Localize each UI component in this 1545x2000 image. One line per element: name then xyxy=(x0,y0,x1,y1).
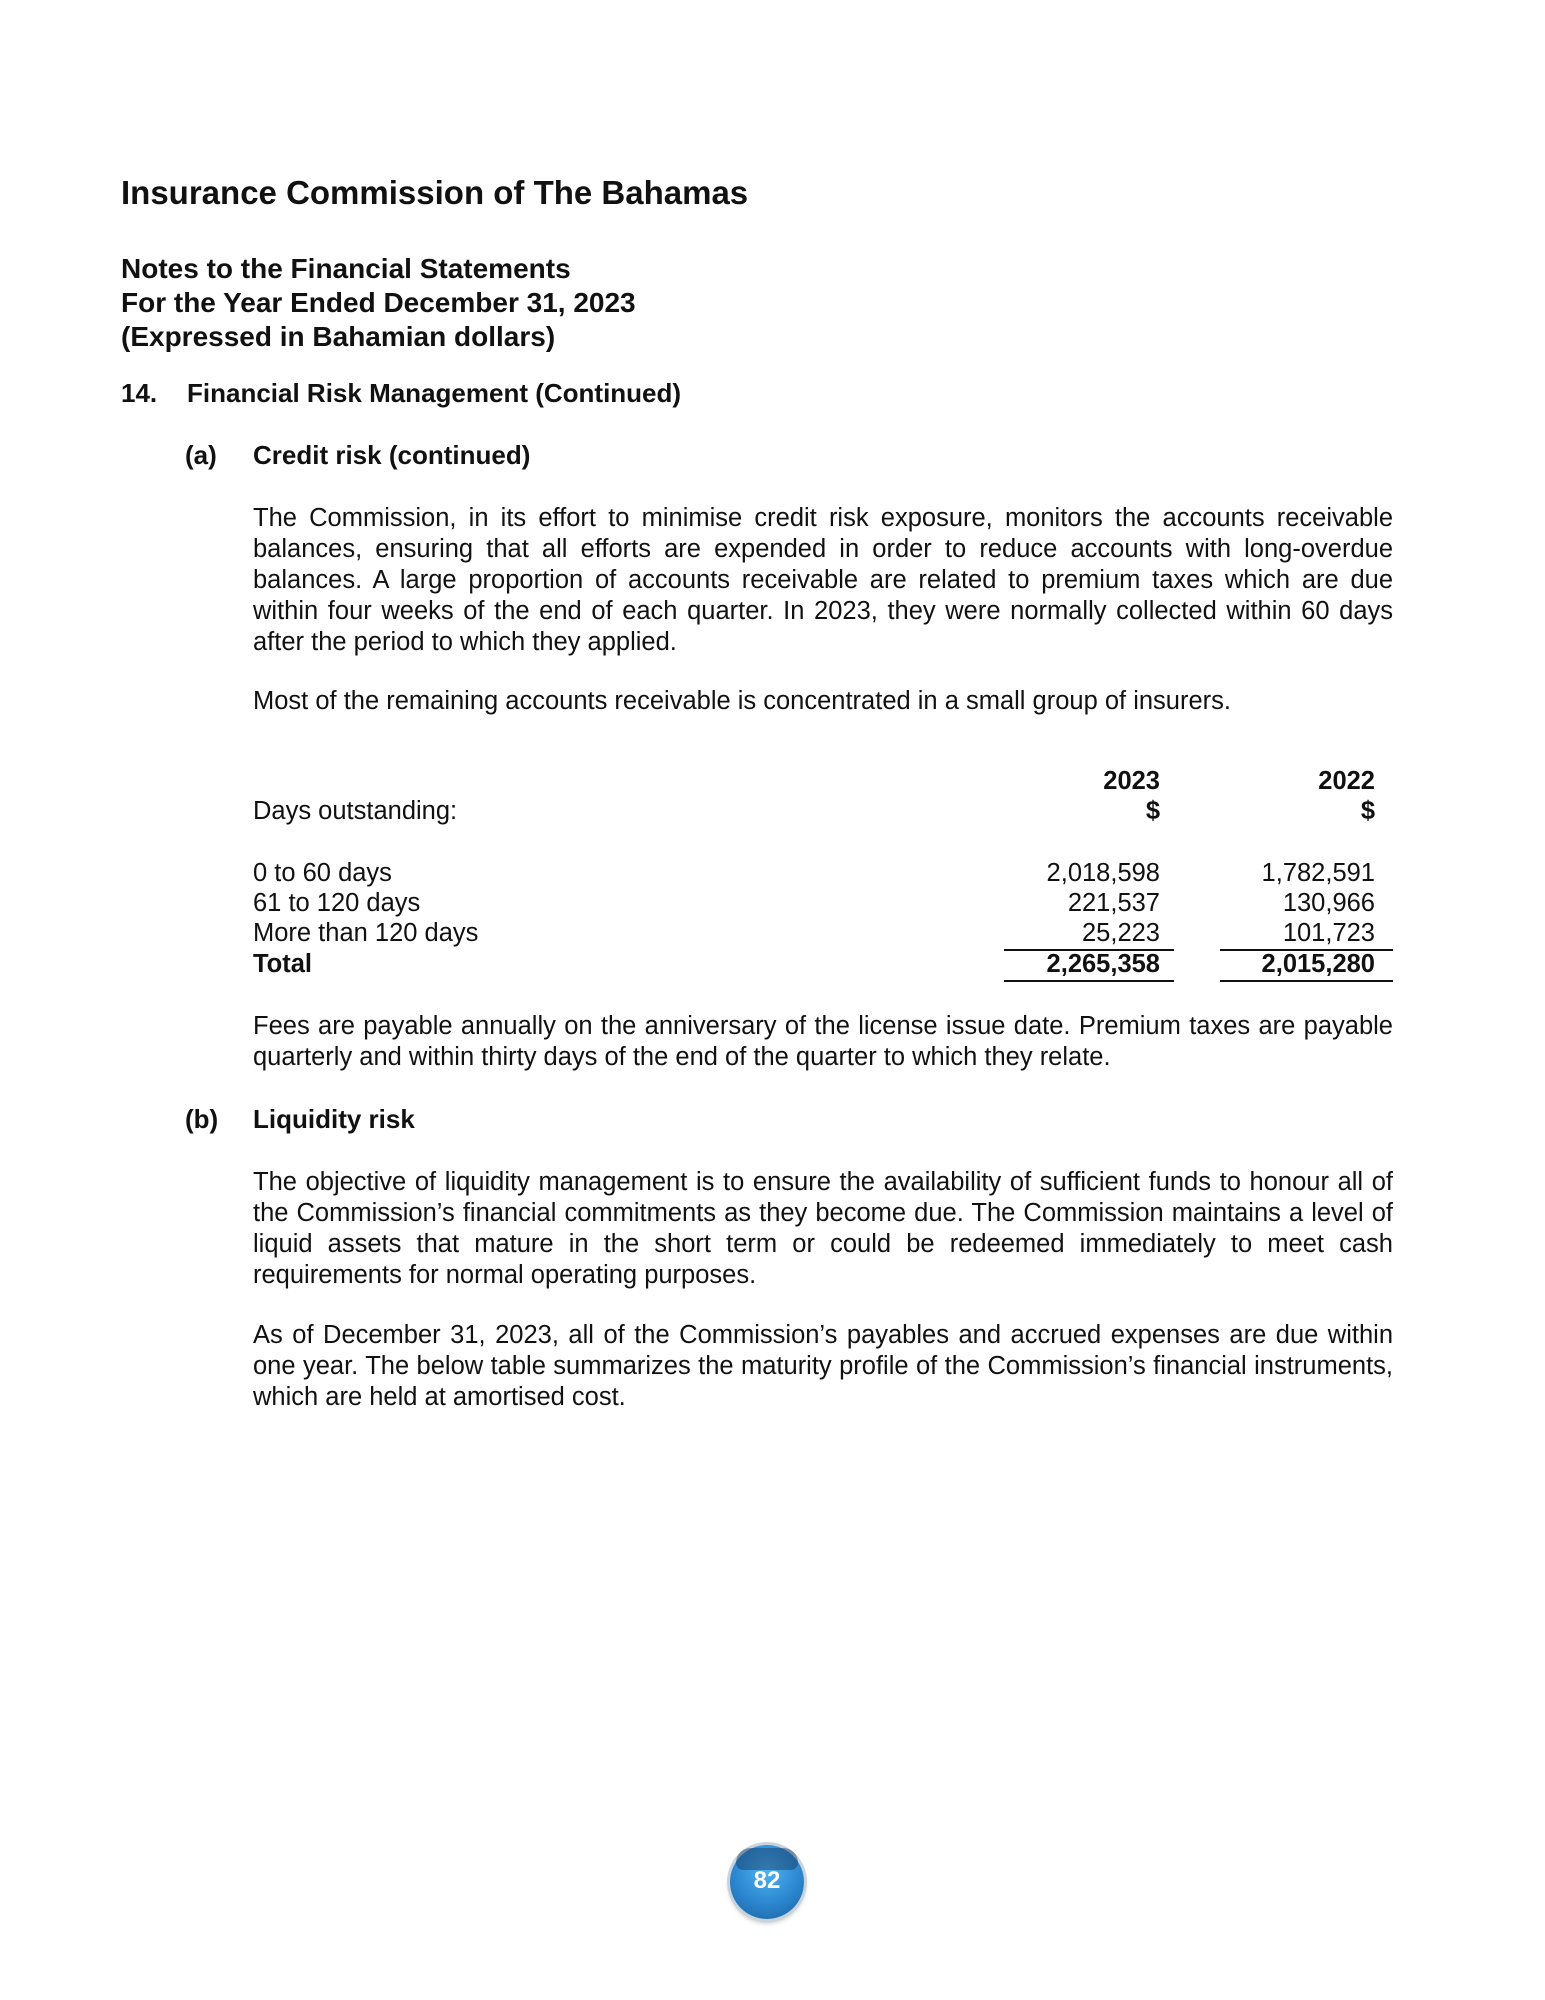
col-2023-year: 2023 xyxy=(1103,767,1160,795)
table-cell-2023: 221,537 xyxy=(1067,889,1160,917)
table-row-label: 61 to 120 days xyxy=(253,889,421,917)
liquidity-paragraph: The objective of liquidity management is to ensure the availability of sufficient funds to honour all of the Commission’s financial commitments as they become due. The Commission maintains a level of liquid assets that mature in the short term or could be redeemed immediately to meet cash requirements for normal operating purposes. xyxy=(253,1168,1393,1289)
total-label: Total xyxy=(253,950,313,978)
section-number: 14. xyxy=(121,378,158,408)
concentration-paragraph: Most of the remaining accounts receivable is concentrated in a small group of insurers. xyxy=(253,687,1231,715)
period-heading: For the Year Ended December 31, 2023 xyxy=(121,287,636,318)
table-cell-2022: 130,966 xyxy=(1282,889,1375,917)
total-2022: 2,015,280 xyxy=(1261,950,1375,978)
payables-paragraph: As of December 31, 2023, all of the Commission’s payables and accrued expenses are due within one year. The below table summarizes the maturity profile of the Commission’s financial instruments, which are held at amortised cost. xyxy=(253,1321,1393,1411)
subsection-a-label: (a) xyxy=(185,440,217,470)
section-title: Financial Risk Management (Continued) xyxy=(187,378,682,408)
subsection-b-title: Liquidity risk xyxy=(253,1104,415,1134)
table-cell-2022: 101,723 xyxy=(1282,919,1375,947)
table-cell-2023: 25,223 xyxy=(1082,919,1160,947)
table-cell-2022: 1,782,591 xyxy=(1261,859,1375,887)
col-2023-unit: $ xyxy=(1145,797,1160,825)
currency-heading: (Expressed in Bahamian dollars) xyxy=(121,321,556,352)
page-number-badge xyxy=(730,1845,804,1919)
notes-heading: Notes to the Financial Statements xyxy=(121,253,571,284)
col-2022-unit: $ xyxy=(1360,797,1375,825)
table-cell-2023: 2,018,598 xyxy=(1046,859,1160,887)
fees-paragraph: Fees are payable annually on the anniversary of the license issue date. Premium taxes are payable quarterly and within thirty days of the end of the quarter to which they relate. xyxy=(253,1012,1393,1071)
subsection-b-label: (b) xyxy=(185,1104,219,1134)
col-2022-year: 2022 xyxy=(1318,767,1375,795)
document-title: Insurance Commission of The Bahamas xyxy=(121,174,749,211)
table-row-label: More than 120 days xyxy=(253,919,479,947)
subsection-a-title: Credit risk (continued) xyxy=(253,440,531,470)
total-rule-2022 xyxy=(1220,980,1393,982)
credit-risk-paragraph: The Commission, in its effort to minimise credit risk exposure, monitors the accounts receivable balances, ensuring that all efforts are expended in order to reduce accounts with long-overdue balances. A large proportion of accounts receivable are related to premium taxes which are due within four weeks of the end of each quarter. In 2023, they were normally collected within 60 days after the period to which they applied. xyxy=(253,504,1393,656)
total-rule-2023 xyxy=(1004,980,1174,982)
table-row-label: 0 to 60 days xyxy=(253,859,392,887)
page-number: 82 xyxy=(753,1867,781,1894)
total-2023: 2,265,358 xyxy=(1046,950,1160,978)
row-header-label: Days outstanding: xyxy=(253,797,458,825)
